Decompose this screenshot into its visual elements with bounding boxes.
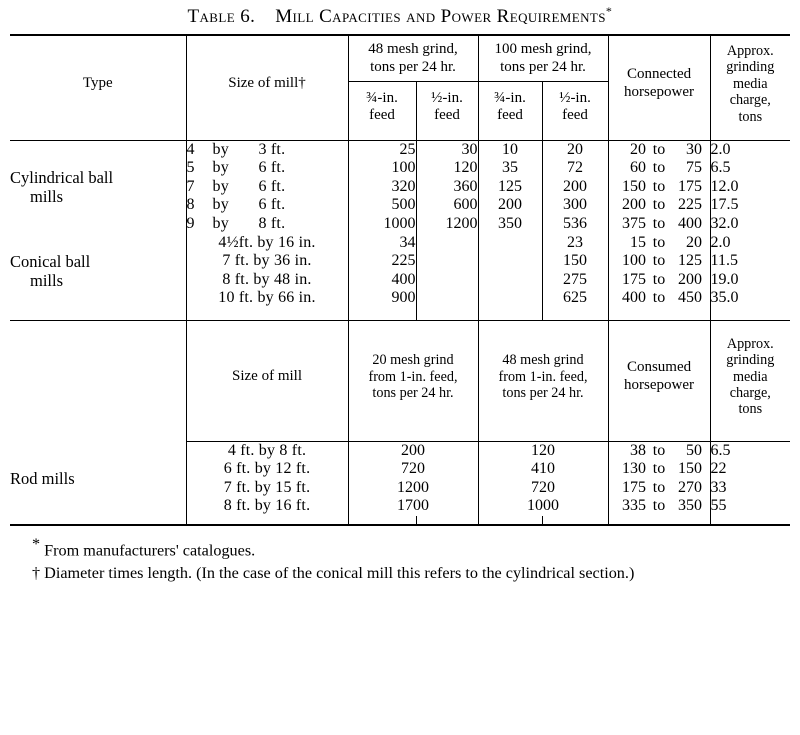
hp-low: 335 [622, 497, 647, 515]
hp-low: 38 [630, 441, 647, 459]
cell-100mesh-12in: 625 [542, 289, 608, 308]
cell-size [186, 196, 348, 215]
cell-100mesh-12in: 536 [542, 215, 608, 234]
col-header-size-of-mill: Size of mill† [186, 35, 348, 132]
hp-to: to [652, 159, 666, 177]
size-by: by [212, 140, 229, 158]
cell-48mesh-12in [416, 289, 478, 308]
cell-consumed-hp [608, 497, 710, 516]
cell-48mesh-12in: 600 [416, 196, 478, 215]
col-header-48-mesh-grind [348, 35, 478, 82]
cell-20mesh-grind: 1200 [348, 479, 478, 498]
cell-48mesh-12in [416, 252, 478, 271]
approx-line1: Approx. [726, 42, 774, 59]
cell-media-charge: 55 [710, 497, 790, 516]
cell-connected-hp [608, 234, 710, 253]
cell-connected-hp [608, 140, 710, 159]
size-length: 16 in. [277, 233, 316, 251]
cell-48mesh-12in: 360 [416, 178, 478, 197]
cell-size [186, 271, 348, 290]
cell-48mesh-12in [416, 271, 478, 290]
table-row [10, 140, 790, 159]
size-by: by [212, 159, 229, 177]
hp-low: 20 [630, 140, 647, 158]
cell-size: 7 ft. by 15 ft. [186, 479, 348, 498]
feed-12b-line2: feed [562, 107, 588, 124]
type-word-1: Conical [10, 251, 62, 271]
size-length: 6 ft. [258, 196, 286, 214]
hp-high: 400 [678, 215, 703, 233]
cell-consumed-hp [608, 441, 710, 460]
col-header-size-of-mill-2: Size of mill [186, 320, 348, 433]
hp-to: to [652, 270, 666, 288]
cell-100mesh-34in [478, 234, 542, 253]
footnote-dagger-text: Diameter times length. (In the case of the conical mill this refers to the cylindrical section.) [44, 564, 635, 583]
approx2-line1: Approx. [726, 335, 774, 352]
cell-size: 8 ft. by 16 ft. [186, 497, 348, 516]
cell-100mesh-34in [478, 271, 542, 290]
hp-low: 15 [630, 233, 647, 251]
size-diameter: 4½ft. [218, 233, 254, 251]
cell-media-charge: 12.0 [710, 178, 790, 197]
hp-low: 200 [622, 196, 647, 214]
cell-connected-hp [608, 178, 710, 197]
cell-100mesh-12in: 23 [542, 234, 608, 253]
cell-100mesh-12in: 150 [542, 252, 608, 271]
size-diameter: 7 [186, 177, 195, 195]
rod-header-rule-row [10, 433, 790, 442]
approx2-line5: tons [738, 401, 763, 418]
cell-48mesh-34in: 900 [348, 289, 416, 308]
cell-100mesh-12in: 275 [542, 271, 608, 290]
cell-size [186, 178, 348, 197]
footnote-star-marker: * [32, 534, 41, 553]
grind-48-line2: tons per 24 hr. [370, 58, 456, 75]
cell-48mesh-34in: 100 [348, 159, 416, 178]
cell-48mesh-34in: 25 [348, 140, 416, 159]
hp-low: 130 [622, 460, 647, 478]
hp-high: 200 [678, 270, 703, 288]
hp-low: 150 [622, 177, 647, 195]
cell-media-charge: 33 [710, 479, 790, 498]
cell-48mesh-34in: 320 [348, 178, 416, 197]
cell-48mesh-12in [416, 234, 478, 253]
type-line-2: mills [30, 187, 64, 207]
size-length: 48 in. [273, 270, 312, 288]
cell-connected-hp [608, 196, 710, 215]
feed-34-line2: feed [369, 107, 395, 124]
cell-connected-hp [608, 289, 710, 308]
approx-line2: grinding [726, 59, 775, 76]
hp-high: 75 [686, 159, 703, 177]
subcol-header-100-34in-feed [478, 82, 542, 132]
page-title [0, 0, 800, 34]
hp-to: to [652, 140, 666, 158]
consumed-line1: Consumed [626, 359, 692, 376]
cell-100mesh-12in: 20 [542, 140, 608, 159]
cell-48mesh-34in: 400 [348, 271, 416, 290]
cell-media-charge: 11.5 [710, 252, 790, 271]
cell-48mesh-grind: 410 [478, 460, 608, 479]
size-by: by [212, 215, 229, 233]
cell-48mesh-12in: 120 [416, 159, 478, 178]
header-row-group [10, 35, 790, 82]
col-header-100-mesh-grind [478, 35, 608, 82]
cell-100mesh-34in [478, 289, 542, 308]
size-by: ft. by [234, 270, 270, 288]
hp-low: 375 [622, 215, 647, 233]
cell-48mesh-34in: 500 [348, 196, 416, 215]
cell-48mesh-34in: 1000 [348, 215, 416, 234]
hp-high: 20 [686, 233, 703, 251]
cell-media-charge: 2.0 [710, 234, 790, 253]
hp-high: 350 [678, 497, 703, 515]
cell-size [186, 140, 348, 159]
cell-100mesh-12in: 300 [542, 196, 608, 215]
subcol-header-48-34in-feed [348, 82, 416, 132]
hp-low: 175 [622, 270, 647, 288]
col-header-20-mesh-grind [348, 320, 478, 433]
cell-size [186, 234, 348, 253]
cell-100mesh-12in: 72 [542, 159, 608, 178]
hp-high: 30 [686, 140, 703, 158]
hp-high: 125 [678, 252, 703, 270]
cell-media-charge: 35.0 [710, 289, 790, 308]
subcol-header-100-12in-feed [542, 82, 608, 132]
size-diameter: 8 [222, 270, 231, 288]
cell-media-charge: 32.0 [710, 215, 790, 234]
cell-connected-hp [608, 271, 710, 290]
feed-34b-line1: ¾-in. [494, 89, 526, 106]
approx2-line4: charge, [729, 384, 771, 401]
cell-size [186, 159, 348, 178]
size-diameter: 5 [186, 159, 195, 177]
hp-low: 175 [622, 478, 647, 496]
cell-media-charge: 6.5 [710, 159, 790, 178]
grind48b-line2: from 1-in. feed, [498, 368, 588, 385]
col-header-consumed-horsepower [608, 320, 710, 433]
hp-to: to [652, 460, 666, 478]
row-type-rod-mills: Rod mills [10, 469, 75, 489]
hp-high: 225 [678, 196, 703, 214]
cell-20mesh-grind: 200 [348, 441, 478, 460]
hp-high: 50 [686, 441, 703, 459]
hp-high: 150 [678, 460, 703, 478]
size-length: 6 ft. [258, 159, 286, 177]
cell-48mesh-34in: 34 [348, 234, 416, 253]
cell-100mesh-34in: 125 [478, 178, 542, 197]
feed-12b-line1: ½-in. [559, 89, 591, 106]
type-word-2: ball [88, 168, 114, 188]
approx-line4: charge, [729, 92, 771, 109]
hp-to: to [652, 497, 666, 515]
hp-to: to [652, 441, 666, 459]
approx2-line3: media [732, 368, 768, 385]
cell-48mesh-12in: 30 [416, 140, 478, 159]
subcol-header-48-12in-feed [416, 82, 478, 132]
cell-connected-hp [608, 159, 710, 178]
cell-100mesh-34in: 350 [478, 215, 542, 234]
connected-line2: horsepower [624, 83, 695, 100]
approx-line5: tons [738, 108, 763, 125]
col-header-type: Type [10, 35, 186, 132]
cell-size [186, 215, 348, 234]
grind-100-line1: 100 mesh grind, [494, 41, 592, 58]
table-heading: Mill Capacities and Power Requirements [275, 5, 606, 27]
cell-48mesh-12in: 1200 [416, 215, 478, 234]
cell-media-charge: 22 [710, 460, 790, 479]
size-diameter: 9 [186, 215, 195, 233]
cell-20mesh-grind: 720 [348, 460, 478, 479]
grind-100-line2: tons per 24 hr. [500, 58, 586, 75]
feed-12-line1: ½-in. [431, 89, 463, 106]
cell-100mesh-34in: 10 [478, 140, 542, 159]
size-by: ft. by [238, 289, 274, 307]
table-row [10, 234, 790, 253]
cell-media-charge: 17.5 [710, 196, 790, 215]
approx-line3: media [732, 75, 768, 92]
footnotes [10, 533, 790, 585]
footnote-star-text: From manufacturers' catalogues. [44, 541, 256, 560]
grind48b-line3: tons per 24 hr. [502, 384, 584, 401]
hp-to: to [652, 215, 666, 233]
size-length: 3 ft. [258, 140, 286, 158]
row-type-conical-ball-mills [10, 234, 186, 308]
hp-low: 60 [630, 159, 647, 177]
feed-34b-line2: feed [497, 107, 523, 124]
hp-low: 400 [622, 289, 647, 307]
table-row [10, 441, 790, 460]
cell-connected-hp [608, 215, 710, 234]
size-diameter: 10 [218, 289, 235, 307]
feed-34-line1: ¾-in. [366, 89, 398, 106]
cell-media-charge: 6.5 [710, 441, 790, 460]
section-divider-row [10, 308, 790, 321]
hp-high: 270 [678, 478, 703, 496]
consumed-line2: horsepower [624, 376, 695, 393]
type-word-2: ball [65, 251, 91, 271]
hp-high: 450 [678, 289, 703, 307]
cell-consumed-hp [608, 479, 710, 498]
hp-to: to [652, 196, 666, 214]
type-line-2: mills [30, 270, 64, 290]
table-bottom-rule-row [10, 516, 790, 525]
size-diameter: 4 [186, 140, 195, 158]
hp-low: 100 [622, 252, 647, 270]
size-length: 6 ft. [258, 177, 286, 195]
footnote-star [10, 533, 790, 562]
size-length: 8 ft. [258, 215, 286, 233]
cell-48mesh-grind: 1000 [478, 497, 608, 516]
hp-to: to [652, 289, 666, 307]
size-diameter: 7 [222, 252, 231, 270]
header-rule-row [10, 132, 790, 141]
row-type-cylindrical-ball-mills [10, 140, 186, 233]
hp-to: to [652, 252, 666, 270]
header-row-rod-section [10, 320, 790, 433]
approx2-line2: grinding [726, 352, 775, 369]
cell-consumed-hp [608, 460, 710, 479]
col-header-approx-grinding-media-charge-2 [710, 320, 790, 433]
cell-100mesh-34in: 200 [478, 196, 542, 215]
cell-media-charge: 2.0 [710, 140, 790, 159]
grind20-line1: 20 mesh grind [372, 352, 454, 369]
cell-48mesh-34in: 225 [348, 252, 416, 271]
hp-to: to [652, 233, 666, 251]
table-number: Table 6. [187, 5, 256, 27]
size-by: by [257, 233, 274, 251]
grind48b-line1: 48 mesh grind [502, 352, 584, 369]
connected-line1: Connected [626, 66, 692, 83]
hp-to: to [652, 478, 666, 496]
size-by: by [212, 177, 229, 195]
footnote-dagger-marker: † [32, 564, 41, 583]
mill-capacities-table [10, 34, 790, 526]
grind-48-line1: 48 mesh grind, [368, 41, 458, 58]
hp-to: to [652, 177, 666, 195]
size-by: by [212, 196, 229, 214]
cell-size: 6 ft. by 12 ft. [186, 460, 348, 479]
cell-size [186, 289, 348, 308]
size-length: 36 in. [273, 252, 312, 270]
hp-high: 175 [678, 177, 703, 195]
size-length: 66 in. [278, 289, 316, 307]
title-footnote-marker: * [605, 4, 613, 18]
cell-48mesh-grind: 720 [478, 479, 608, 498]
cell-size: 4 ft. by 8 ft. [186, 441, 348, 460]
cell-48mesh-grind: 120 [478, 441, 608, 460]
footnote-dagger [10, 562, 790, 585]
col-header-48-mesh-grind-2 [478, 320, 608, 433]
feed-12-line2: feed [434, 107, 460, 124]
size-by: ft. by [234, 252, 270, 270]
cell-media-charge: 19.0 [710, 271, 790, 290]
col-header-blank-2 [10, 320, 186, 433]
cell-connected-hp [608, 252, 710, 271]
grind20-line2: from 1-in. feed, [368, 368, 458, 385]
type-word-1: Cylindrical [10, 168, 85, 188]
cell-100mesh-34in [478, 252, 542, 271]
grind20-line3: tons per 24 hr. [372, 384, 454, 401]
col-header-connected-horsepower [608, 35, 710, 132]
cell-100mesh-12in: 200 [542, 178, 608, 197]
cell-100mesh-34in: 35 [478, 159, 542, 178]
col-header-approx-grinding-media-charge [710, 35, 790, 132]
cell-20mesh-grind: 1700 [348, 497, 478, 516]
size-diameter: 8 [186, 196, 195, 214]
